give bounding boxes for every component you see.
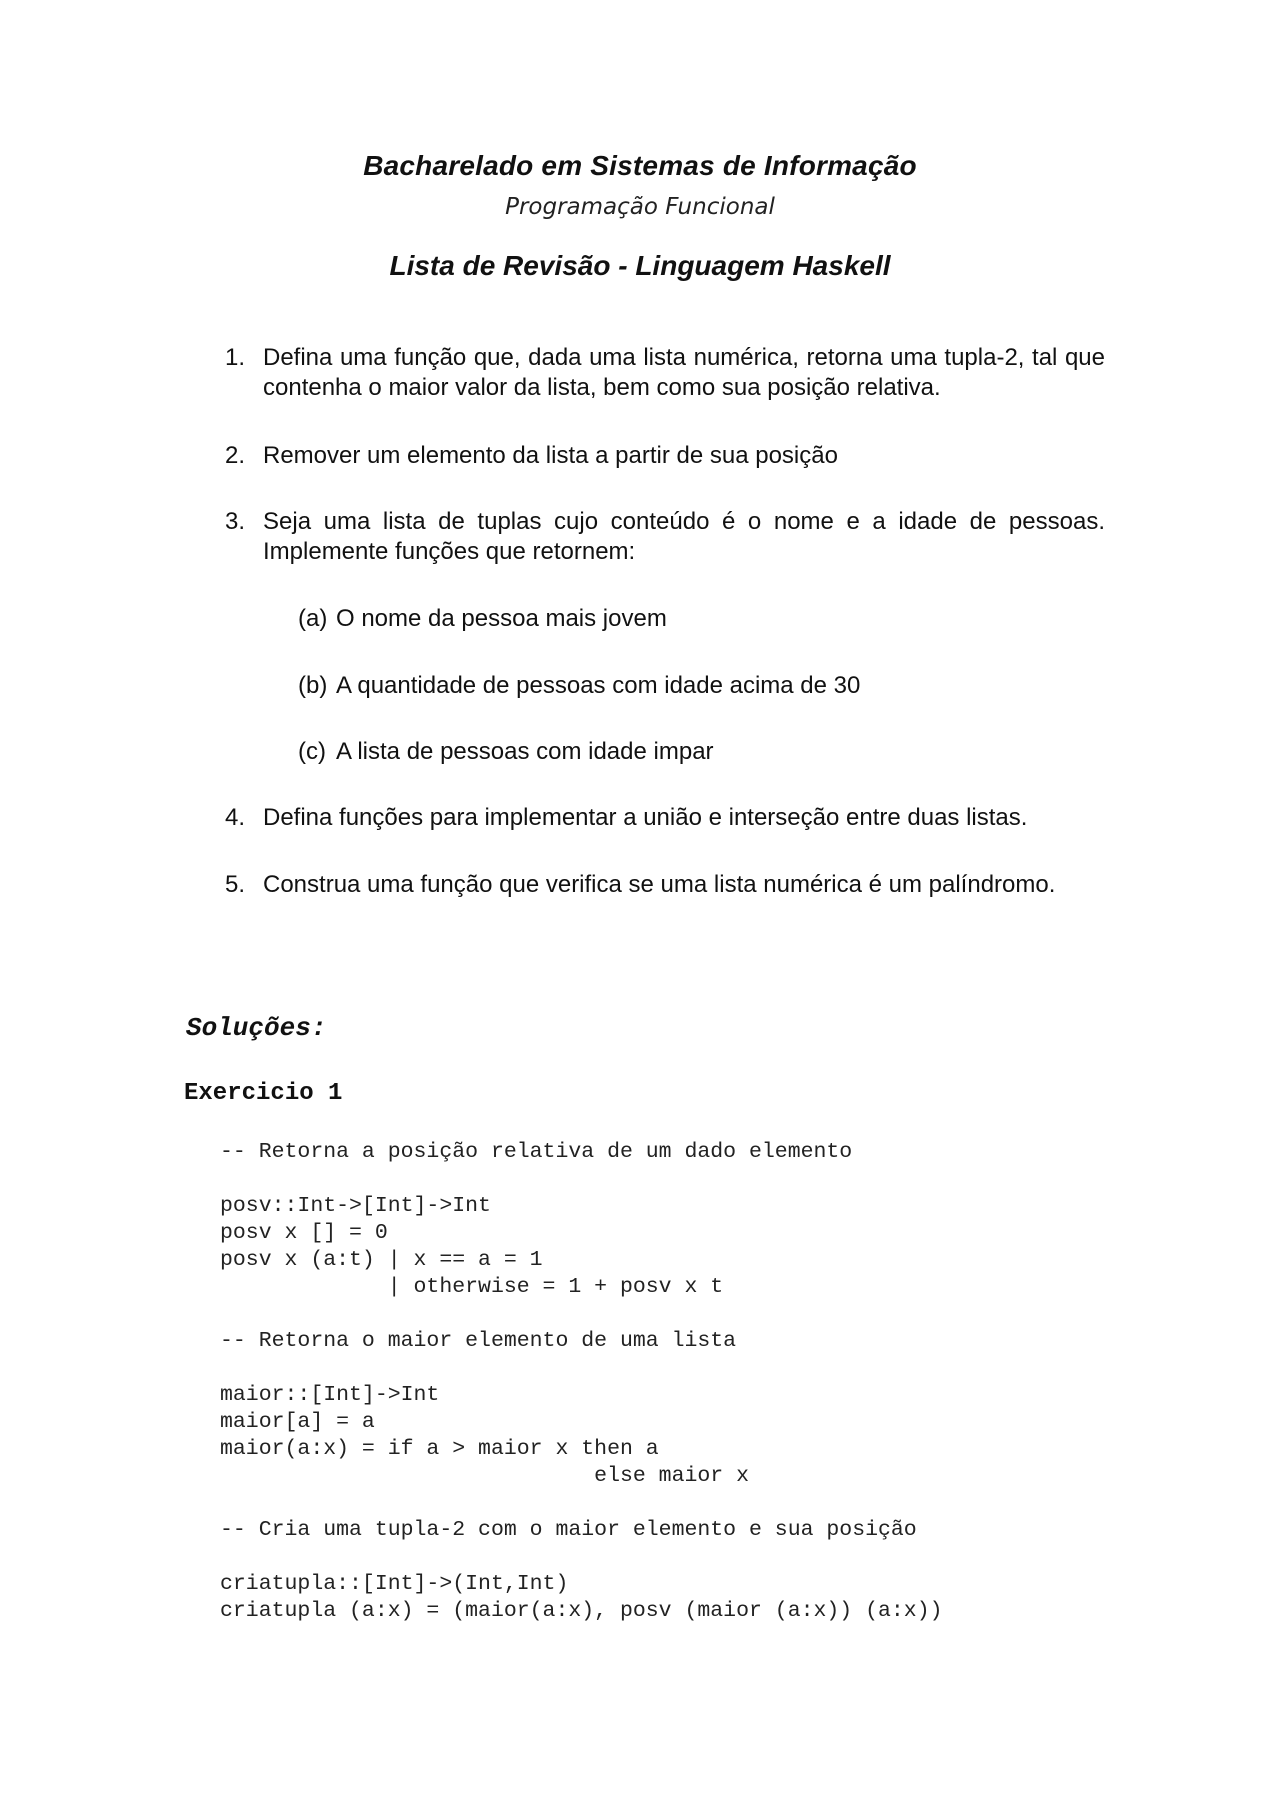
question-text: Construa uma função que verifica se uma lista numérica é um palíndromo.: [263, 871, 1056, 898]
code-comment: -- Retorna a posição relativa de um dado elemento: [220, 1140, 853, 1164]
code-block-posv: posv::Int->[Int]->Int posv x [] = 0 posv x (a:t) | x == a = 1 | otherwise = 1 + posv x t: [220, 1194, 724, 1299]
subitem-label: (b): [298, 672, 328, 699]
question-text: Defina funções para implementar a união e interseção entre duas listas.: [263, 804, 1028, 831]
question-text: Defina uma função que, dada uma lista numérica, retorna uma tupla-2, tal que contenha o maior valor da lista, bem como sua posição relativa.: [263, 344, 1105, 401]
question-text: Remover um elemento da lista a partir de sua posição: [263, 442, 838, 469]
subitem-c: [298, 737, 1098, 767]
question-4: [225, 803, 1105, 833]
question-text: Seja uma lista de tuplas cujo conteúdo é o nome e a idade de pessoas. Implemente funções que retornem:: [263, 508, 1105, 565]
code-block-maior: maior::[Int]->Int maior[a] = a maior(a:x) = if a > maior x then a else maior x: [220, 1383, 749, 1488]
question-1: [225, 343, 1105, 403]
question-number: 2.: [225, 442, 246, 469]
solutions-title: Soluções:: [186, 1013, 327, 1043]
course-subtitle: Programação Funcional: [505, 194, 775, 220]
exercise-heading: Exercicio 1: [184, 1080, 343, 1107]
code-comment: -- Cria uma tupla-2 com o maior elemento e sua posição: [220, 1518, 917, 1542]
subitem-a: [298, 604, 1098, 634]
question-5: [225, 870, 1105, 900]
subitem-text: A lista de pessoas com idade impar: [336, 738, 714, 765]
subitem-label: (c): [298, 738, 326, 765]
subitem-b: [298, 671, 1098, 701]
question-2: [225, 441, 1105, 471]
code-block-criatupla: criatupla::[Int]->(Int,Int) criatupla (a:x) = (maior(a:x), posv (maior (a:x)) (a:x)): [220, 1572, 943, 1623]
list-heading: Lista de Revisão - Linguagem Haskell: [389, 250, 891, 281]
question-number: 1.: [225, 344, 246, 371]
code-comment: -- Retorna o maior elemento de uma lista: [220, 1329, 737, 1353]
document-title: Bacharelado em Sistemas de Informação: [363, 150, 917, 181]
question-number: 3.: [225, 508, 246, 535]
subitem-label: (a): [298, 605, 328, 632]
subitem-text: A quantidade de pessoas com idade acima de 30: [336, 672, 861, 699]
question-number: 5.: [225, 871, 246, 898]
subitem-text: O nome da pessoa mais jovem: [336, 605, 667, 632]
question-number: 4.: [225, 804, 246, 831]
question-3: [225, 507, 1105, 567]
